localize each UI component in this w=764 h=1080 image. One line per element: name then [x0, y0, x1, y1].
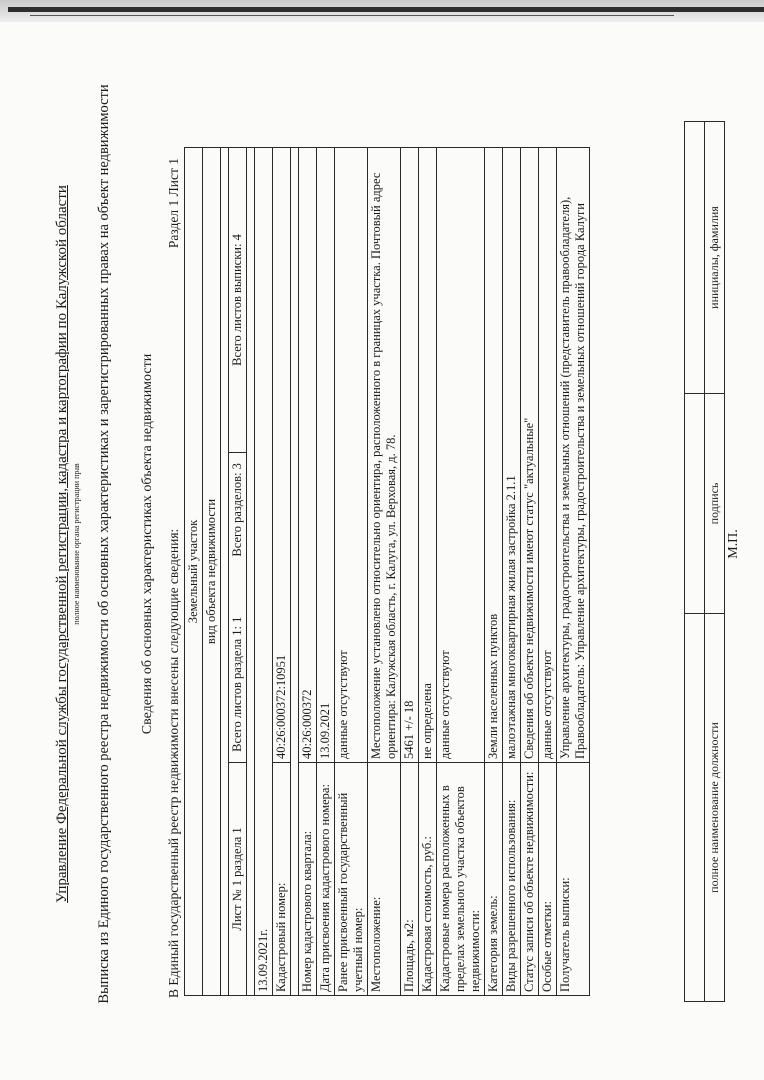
- position-field: [685, 614, 705, 1002]
- cadastral-number-label: Кадастровый номер:: [273, 763, 291, 996]
- organization-caption: полное наименование органа регистрации прав: [72, 463, 81, 625]
- stamp-place: М.П.: [726, 529, 741, 559]
- organization-name: Управление Федеральной службы государственной регистрации, кадастра и картографии по Калужской области: [54, 185, 70, 903]
- cadastral-number-value: 40:26:000372:10951: [273, 148, 291, 763]
- extract-date: 13.09.2021г.: [255, 148, 273, 996]
- table-row: Кадастровая стоимость, руб.: не определена: [419, 148, 437, 996]
- cadastral-number-row: [273, 148, 291, 996]
- sheet-info-row: [229, 148, 247, 996]
- characteristics-table: [184, 147, 590, 996]
- signature-caption: подпись: [705, 394, 725, 614]
- section-label: Раздел 1 Лист 1: [166, 158, 181, 249]
- table-row: Кадастровые номера расположенных в пределах земельного участка объектов недвижимости: данные отсутствуют: [437, 148, 485, 996]
- signature-table: [684, 121, 725, 1002]
- table-row: Статус записи об объекте недвижимости: Сведения об объекте недвижимости имеют статус "актуальные": [521, 148, 539, 996]
- table-row: Категория земель: Земли населенных пунктов: [485, 148, 503, 996]
- table-row: Дата присвоения кадастрового номера: 13.09.2021: [317, 148, 335, 996]
- document-page: [0, 24, 764, 1064]
- table-row: Особые отметки: данные отсутствуют: [539, 148, 557, 996]
- section-sheets-count: Всего листов раздела 1: 1: [230, 616, 244, 752]
- position-caption: полное наименование должности: [705, 614, 725, 1002]
- scan-edge: [0, 0, 764, 22]
- name-caption: инициалы, фамилия: [705, 122, 725, 394]
- table-row: Ранее присвоенный государственный учетный номер: данные отсутствуют: [335, 148, 368, 996]
- sections-total: Всего разделов: 3: [230, 463, 244, 557]
- document-title: Выписка из Единого государственного реестра недвижимости об основных характеристиках и зарегистрированных правах на объект недвижимости: [96, 84, 112, 1004]
- section-intro: В Единый государственный реестр недвижимости внесены следующие сведения:: [166, 528, 181, 998]
- name-field: [685, 122, 705, 394]
- section-sheets: [229, 453, 247, 763]
- sheet-number: Лист № 1 раздела 1: [229, 763, 247, 996]
- object-type-caption: вид объекта недвижимости: [203, 148, 221, 996]
- total-sheets: Всего листов выписки: 4: [229, 148, 247, 453]
- object-type-row: [185, 148, 203, 996]
- table-row: Номер кадастрового квартала: 40:26:000372: [299, 148, 317, 996]
- table-row: Местоположение: Местоположение установлено относительно ориентира, расположенного в границах участка. Почтовый адрес ориентира: Калужская область, г. Калуга, ул. Верховая, д. 78.: [368, 148, 401, 996]
- table-row: Получатель выписки: Управление архитектуры, градостроительства и земельных отношений (представитель правообладателя), Правообладатель: Управление архитектуры, градостроительства и земельных отношений города Калуги: [557, 148, 590, 996]
- signature-field: [685, 394, 705, 614]
- table-row: Площадь, м2: 5461 +/- 18: [401, 148, 419, 996]
- object-type: Земельный участок: [185, 148, 203, 996]
- section-title: Сведения об основных характеристиках объекта недвижимости: [140, 353, 155, 735]
- table-row: Виды разрешенного использования: малоэтажная многоквартирная жилая застройка 2.1.1: [503, 148, 521, 996]
